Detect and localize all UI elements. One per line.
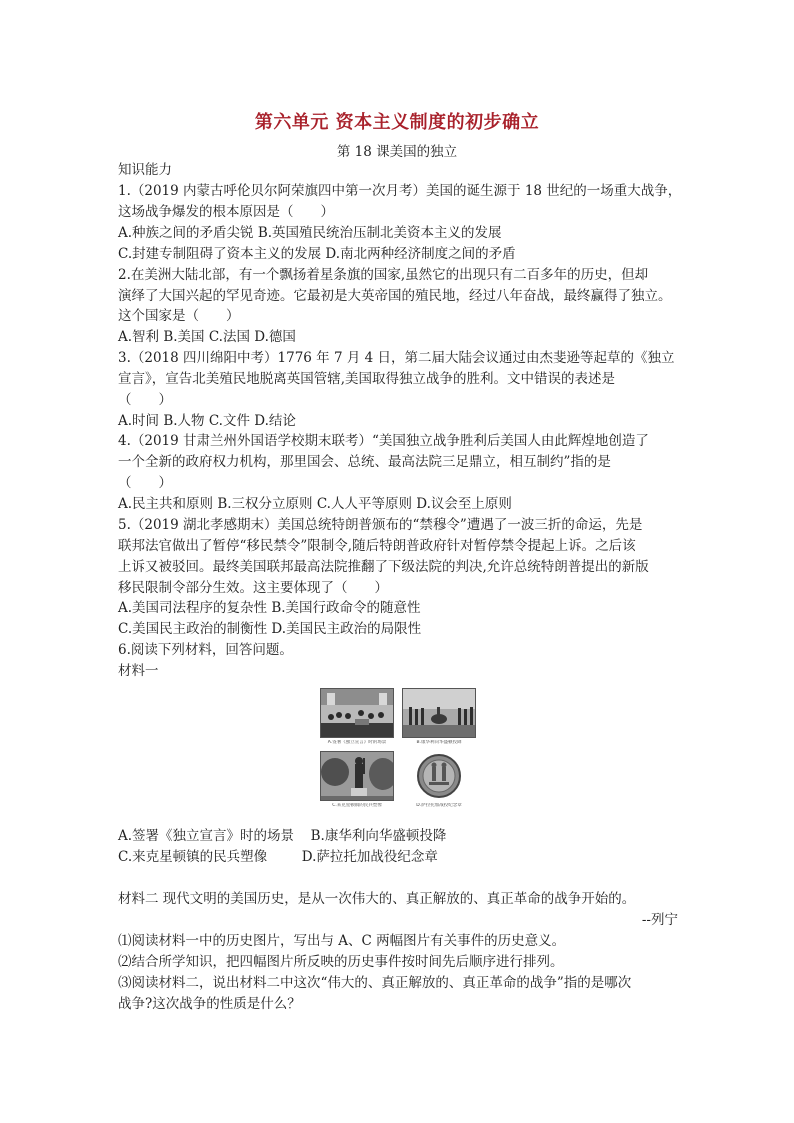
q5-options-cd: C.美国民主政治的制衡性 D.美国民主政治的局限性 (118, 621, 422, 637)
figure-caption-d: D.萨拉托加战役纪念章 (416, 803, 462, 808)
signing-declaration-picture (320, 688, 394, 738)
q5-stem-line3: 上诉又被驳回。最终美国联邦最高法院推翻了下级法院的判决,允许总统特朗普提出的新版 (118, 559, 649, 575)
q1-stem-line2: 这场战争爆发的根本原因是（ ） (118, 204, 334, 220)
caption-b-text: B.康华利向华盛顿投降 (310, 828, 447, 844)
caption-c-text: C.来克星顿镇的民兵塑像 (118, 849, 268, 865)
caption-a-text: A.签署《独立宣言》时的场景 (118, 828, 295, 844)
q1-options-cd: C.封建专制阻碍了资本主义的发展 D.南北两种经济制度之间的矛盾 (118, 246, 516, 262)
q6-intro: 6.阅读下列材料，回答问题。 (118, 642, 293, 658)
q3-stem-line1: 3.（2018 四川绵阳中考）1776 年 7 月 4 日，第二届大陆会议通过由杰斐逊等起草的《独立 (118, 350, 675, 366)
q5-options-ab: A.美国司法程序的复杂性 B.美国行政命令的随意性 (118, 600, 421, 616)
sub-question-2: ⑵结合所学知识，把四幅图片所反映的历史事件按时间先后顺序进行排列。 (118, 954, 564, 970)
q4-stem-line2: 一个全新的政府权力机构，那里国会、总统、最高法院三足鼎立，相互制约”指的是 (118, 454, 611, 470)
q3-stem-line3: （ ） (118, 392, 172, 408)
q2-options: A.智利 B.美国 C.法国 D.德国 (118, 329, 296, 345)
cornwallis-surrender-picture (402, 688, 476, 738)
historical-picture-grid (316, 688, 478, 814)
saratoga-medal-picture (402, 751, 476, 801)
figure-caption-b: B.康华利向华盛顿投降 (416, 740, 462, 745)
figure-caption-c: C.来克星顿镇的民兵塑像 (332, 803, 382, 808)
lesson-title: 第 18 课美国的独立 (336, 144, 458, 160)
q2-stem-line1: 2.在美洲大陆北部，有一个飘扬着星条旗的国家,虽然它的出现只有二百多年的历史，但却 (118, 267, 649, 283)
q4-stem-line1: 4.（2019 甘肃兰州外国语学校期末联考）“美国独立战争胜利后美国人由此辉煌地创造了 (118, 433, 649, 449)
sub-question-3-line2: 战争?这次战争的性质是什么？ (118, 996, 301, 1012)
q1-stem-line1: 1.（2019 内蒙古呼伦贝尔阿荣旗四中第一次月考）美国的诞生源于 18 世纪的一场重大战争， (118, 183, 682, 199)
q4-stem-line3: （ ） (118, 475, 172, 491)
caption-row2 (118, 847, 438, 867)
q5-stem-line2: 联邦法官做出了暂停“移民禁令”限制令,随后特朗普政府针对暂停禁令提起上诉。之后该 (118, 538, 636, 554)
figure-caption-a: A.签署《独立宣言》时的场景 (327, 740, 387, 745)
q1-options-ab: A.种族之间的矛盾尖锐 B.英国殖民统治压制北美资本主义的发展 (118, 225, 502, 241)
q5-stem-line1: 5.（2019 湖北孝感期末）美国总统特朗普颁布的“禁穆令”遭遇了一波三折的命运，先是 (118, 517, 643, 533)
caption-d-text: D.萨拉托加战役纪念章 (301, 849, 438, 865)
q3-options: A.时间 B.人物 C.文件 D.结论 (118, 413, 296, 429)
sub-question-3-line1: ⑶阅读材料二，说出材料二中这次“伟大的、真正解放的、真正革命的战争”指的是哪次 (118, 975, 632, 991)
caption-row1 (118, 826, 446, 846)
minuteman-statue-picture (320, 751, 394, 801)
q2-stem-line3: 这个国家是（ ） (118, 308, 240, 324)
material-one-label: 材料一 (118, 663, 159, 679)
quote-author: --列宁 (641, 912, 678, 928)
section-heading: 知识能力 (118, 162, 172, 178)
q4-options: A.民主共和原则 B.三权分立原则 C.人人平等原则 D.议会至上原则 (118, 496, 512, 512)
q3-stem-line2: 宣言》，宣告北美殖民地脱离英国管辖,美国取得独立战争的胜利。文中错误的表述是 (118, 371, 616, 387)
material-two: 材料二 现代文明的美国历史，是从一次伟大的、真正解放的、真正革命的战争开始的。 (118, 891, 636, 907)
q2-stem-line2: 演绎了大国兴起的罕见奇迹。它最初是大英帝国的殖民地，经过八年奋战，最终赢得了独立。 (118, 288, 672, 304)
sub-question-1: ⑴阅读材料一中的历史图片，写出与 A、C 两幅图片有关事件的历史意义。 (118, 933, 566, 949)
unit-title: 第六单元 资本主义制度的初步确立 (254, 112, 540, 133)
q5-stem-line4: 移民限制令部分生效。这主要体现了（ ） (118, 580, 388, 596)
